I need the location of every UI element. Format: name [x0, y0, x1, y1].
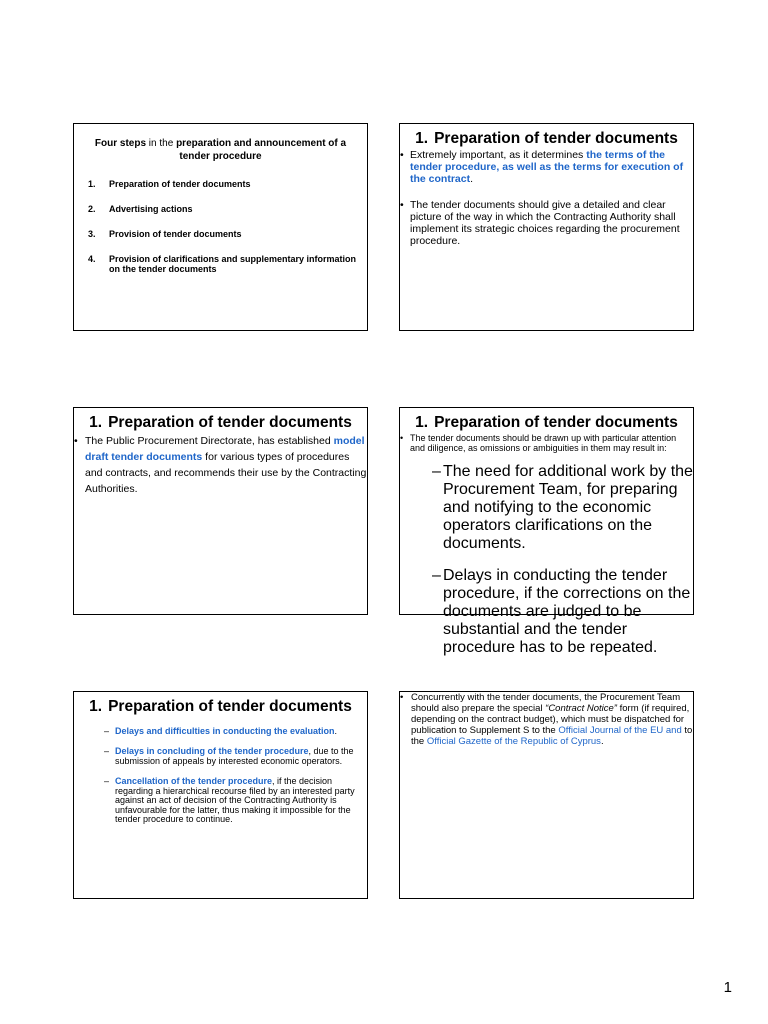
slide-contract-notice: [399, 691, 694, 899]
slide-preparation-importance: [399, 123, 694, 331]
title-number: 1.: [89, 414, 103, 431]
list-item: [400, 692, 693, 747]
official-gazette-link: Official Gazette of the Republic of Cyprus: [426, 736, 601, 747]
title-number: 1.: [415, 130, 429, 147]
official-journal-link: Official Journal of the EU and: [558, 725, 682, 736]
list-item: [88, 204, 357, 214]
slide-delays: [73, 691, 368, 899]
title-text: Preparation of tender documents: [108, 698, 352, 715]
slide-model-documents: [73, 407, 368, 615]
highlighted-text: the terms of the tender procedure, as well as the terms for execution of the contract: [410, 148, 684, 185]
highlighted-text: Delays in concluding of the tender procedure: [115, 746, 309, 756]
heading-plain-part: in the: [146, 138, 177, 149]
bullet-text: for various types of procedures and contracts, and recommends their use by the Contracting Authorities.: [85, 450, 367, 495]
highlighted-text: model draft tender documents: [85, 434, 365, 463]
list-item: [88, 179, 357, 189]
step-text: Provision of tender documents: [109, 229, 242, 239]
bullet-text: The tender documents should give a detailed and clear picture of the way in which the Contracting Authority shall implement its strategic choices regarding the procurement procedure.: [410, 198, 680, 247]
highlighted-text: Cancellation of the tender procedure: [115, 776, 273, 786]
page-number: 1: [723, 979, 732, 996]
slide-diligence: [399, 407, 694, 656]
dash-icon: –: [432, 462, 441, 480]
bullet-text: .: [470, 172, 474, 185]
list-item: [88, 254, 357, 274]
list-item: [432, 567, 693, 657]
list-item: [432, 463, 693, 553]
step-number: 3.: [88, 229, 96, 239]
heading-bold-part: preparation and announcement of a tender procedure: [176, 138, 347, 162]
list-item: [74, 433, 367, 497]
bullet-list: [74, 433, 367, 497]
dash-icon: –: [104, 776, 110, 786]
title-text: Preparation of tender documents: [108, 414, 352, 431]
sub-item-text: .: [334, 725, 338, 736]
bullet-text: The Public Procurement Directorate, has established: [85, 434, 334, 447]
title-text: Preparation of tender documents: [434, 414, 678, 431]
bullet-text: Extremely important, as it determines: [410, 148, 587, 161]
bullet-list: [400, 692, 693, 747]
list-item: [88, 229, 357, 239]
slide-title: [408, 130, 685, 149]
bullet-icon: •: [400, 692, 404, 703]
list-item: [104, 727, 355, 737]
bullet-icon: •: [74, 434, 78, 447]
bullet-list: [400, 149, 693, 247]
dash-icon: –: [104, 725, 110, 736]
bullet-text: .: [600, 736, 604, 747]
bullet-list: [400, 433, 693, 453]
step-number: 2.: [88, 204, 96, 214]
italic-text: “Contract Notice”: [545, 703, 617, 714]
step-number: 4.: [88, 254, 96, 264]
steps-list: [74, 179, 367, 274]
bullet-icon: •: [400, 198, 404, 211]
sub-item-text: , if the decision regarding a hierarchical recourse filed by an interested party against an act of decision of the Contracting Authority is unfavourable for the latter, thus making it impossible for the tender procedure to continue.: [115, 776, 355, 824]
sub-item-text: The need for additional work by the Procurement Team, for preparing and notifying to the economic operators clarifications on the documents.: [443, 462, 693, 552]
sub-item-text: Delays in conducting the tender procedure, if the corrections on the documents are judged to be substantial and the tender procedure has to be repeated.: [443, 566, 691, 656]
step-text: Provision of clarifications and supplementary information on the tender documents: [109, 254, 357, 274]
bullet-icon: •: [400, 432, 404, 443]
dash-icon: –: [432, 566, 441, 584]
bullet-icon: •: [400, 148, 404, 161]
slide-heading: [80, 138, 361, 163]
slide-title: [82, 698, 359, 717]
slide-title: [408, 414, 685, 433]
step-number: 1.: [88, 179, 96, 189]
highlighted-text: Delays and difficulties in conducting the evaluation: [115, 725, 335, 736]
bullet-text: Concurrently with the tender documents, the Procurement Team should also prepare the special: [411, 692, 681, 714]
title-number: 1.: [415, 414, 429, 431]
step-text: Advertising actions: [109, 204, 193, 214]
list-item: [104, 747, 355, 766]
title-text: Preparation of tender documents: [434, 130, 678, 147]
sub-list: [104, 727, 355, 825]
title-number: 1.: [89, 698, 103, 715]
heading-bold-part: Four steps: [94, 138, 147, 149]
list-item: [400, 199, 693, 247]
list-item: [400, 433, 693, 453]
dash-icon: –: [104, 746, 110, 756]
bullet-text: to the: [411, 725, 693, 747]
list-item: [104, 777, 355, 825]
bullet-text: The tender documents should be drawn up with particular attention and diligence, as omissions or ambiguities in them may result in:: [410, 432, 677, 453]
step-text: Preparation of tender documents: [109, 179, 251, 189]
bullet-text: form (if required, depending on the contract budget), which must be dispatched for publication to Supplement S to the: [411, 703, 690, 736]
list-item: [400, 149, 693, 185]
sub-list: [417, 463, 693, 657]
slide-title: [82, 414, 359, 433]
sub-item-text: , due to the submission of appeals by interested economic operators.: [115, 746, 354, 766]
slide-four-steps: [73, 123, 368, 331]
